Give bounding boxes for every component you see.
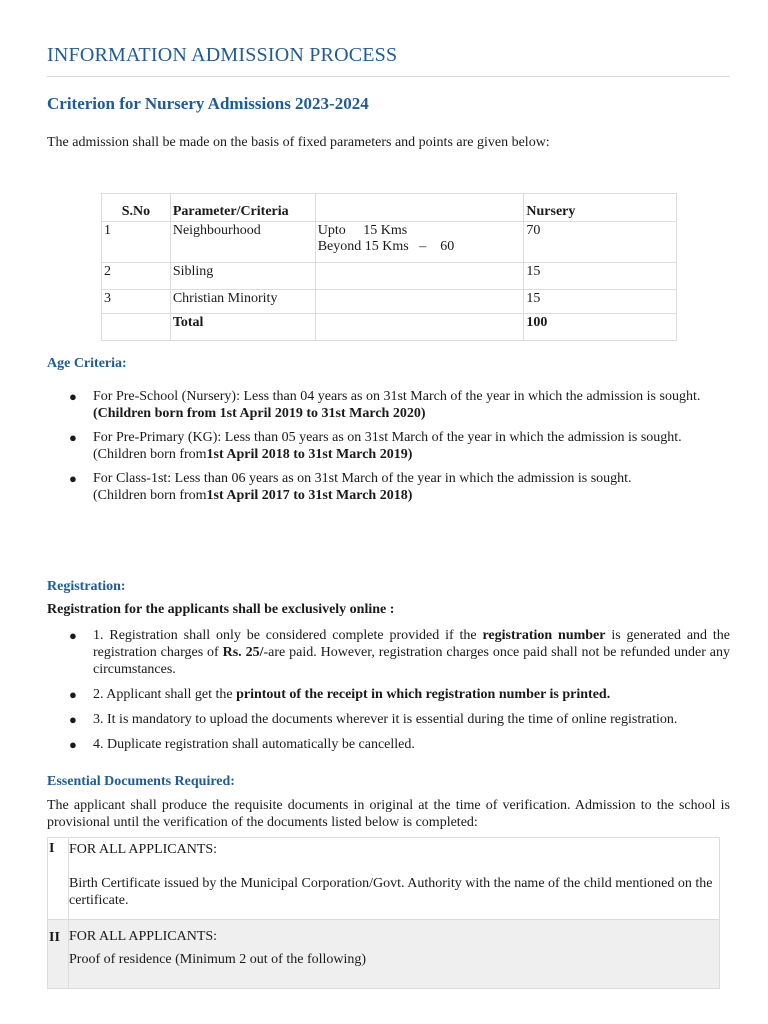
- reg-item-text: is generated and the registration charges of: [93, 628, 730, 660]
- age-criteria-list: [47, 388, 730, 511]
- cell-range: [315, 222, 524, 263]
- documents-heading: Essential Documents Required:: [47, 774, 235, 789]
- table-header-row: [102, 194, 677, 222]
- doc-row-content: [69, 838, 720, 920]
- doc-row-title: FOR ALL APPLICANTS:: [69, 842, 218, 857]
- documents-intro: The applicant shall produce the requisite documents in original at the time of verification. Admission to the school is provisional until the verification of the documents listed below is completed:: [47, 798, 730, 830]
- table-row: [102, 222, 677, 263]
- section-title: Criterion for Nursery Admissions 2023-2024: [47, 94, 369, 113]
- age-item-dates: 1st April 2018 to 31st March 2019): [206, 447, 413, 462]
- bullet-icon: ●: [69, 737, 77, 752]
- list-item: [47, 388, 730, 422]
- doc-row-body: Proof of residence (Minimum 2 out of the following): [69, 952, 367, 967]
- range-line-1: Upto 15 Kms: [317, 223, 408, 238]
- intro-text: The admission shall be made on the basis of fixed parameters and points are given below:: [47, 135, 550, 150]
- cell-sno: 2: [102, 263, 171, 290]
- reg-item-text: -are paid. However, registration charges once paid shall not be refunded under any circumstances.: [93, 645, 731, 677]
- cell-sno: 1: [102, 222, 171, 263]
- header-sno: S.No: [102, 194, 171, 222]
- header-range: [315, 194, 524, 222]
- reg-item-text: 1. Registration shall only be considered complete provided if the: [93, 628, 483, 643]
- age-item-text: For Class-1st: Less than 06 years as on 31st March of the year in which the admission is sought.: [93, 471, 632, 486]
- doc-row-title: FOR ALL APPLICANTS:: [69, 929, 218, 944]
- bullet-icon: ●: [69, 687, 77, 702]
- registration-intro: Registration for the applicants shall be exclusively online :: [47, 602, 395, 617]
- cell-sno: 3: [102, 290, 171, 314]
- reg-item-bold: printout of the receipt in which registration number is printed.: [236, 687, 611, 702]
- reg-item-bold: Rs. 25/: [222, 645, 264, 660]
- criteria-table: [101, 193, 677, 341]
- title-divider: [47, 76, 730, 77]
- age-item-dates: (Children born from 1st April 2019 to 31st March 2020): [93, 406, 426, 421]
- doc-row-number: II: [48, 920, 69, 989]
- registration-list: [47, 627, 730, 761]
- list-item: [47, 686, 730, 703]
- cell-sno: [102, 314, 171, 341]
- header-nursery: Nursery: [524, 194, 677, 222]
- list-item: [47, 470, 730, 504]
- list-item: [47, 736, 730, 753]
- table-row: [102, 290, 677, 314]
- bullet-icon: ●: [69, 430, 77, 445]
- age-item-prefix: (Children born from: [93, 447, 207, 462]
- table-row: [48, 838, 720, 920]
- reg-item-text: 4. Duplicate registration shall automatically be cancelled.: [93, 737, 415, 752]
- cell-range: [315, 290, 524, 314]
- cell-param: Christian Minority: [170, 290, 315, 314]
- reg-item-bold: registration number: [482, 628, 606, 643]
- list-item: [47, 711, 730, 728]
- cell-param: Neighbourhood: [170, 222, 315, 263]
- cell-points: 15: [524, 263, 677, 290]
- range-line-2: Beyond 15 Kms – 60: [317, 239, 455, 254]
- reg-item-text: 3. It is mandatory to upload the documents wherever it is essential during the time of online registration.: [93, 712, 678, 727]
- cell-param: Sibling: [170, 263, 315, 290]
- cell-range: [315, 263, 524, 290]
- cell-points: 15: [524, 290, 677, 314]
- table-row: [48, 920, 720, 989]
- age-item-prefix: (Children born from: [93, 488, 207, 503]
- registration-heading: Registration:: [47, 579, 126, 594]
- doc-row-body: Birth Certificate issued by the Municipal Corporation/Govt. Authority with the name of the child mentioned on the certificate.: [69, 876, 713, 908]
- list-item: [47, 429, 730, 463]
- cell-points: 70: [524, 222, 677, 263]
- bullet-icon: ●: [69, 628, 77, 643]
- table-total-row: [102, 314, 677, 341]
- bullet-icon: ●: [69, 712, 77, 727]
- page-title: INFORMATION ADMISSION PROCESS: [47, 44, 398, 66]
- doc-row-number: I: [48, 838, 69, 920]
- list-item: [47, 627, 730, 678]
- bullet-icon: ●: [69, 389, 77, 404]
- age-criteria-heading: Age Criteria:: [47, 356, 127, 371]
- age-item-text: For Pre-Primary (KG): Less than 05 years as on 31st March of the year in which the admission is sought.: [93, 430, 682, 445]
- doc-row-content: [69, 920, 720, 989]
- cell-total-points: 100: [524, 314, 677, 341]
- reg-item-text: 2. Applicant shall get the: [93, 687, 237, 702]
- table-row: [102, 263, 677, 290]
- documents-table: [47, 837, 720, 989]
- age-item-dates: 1st April 2017 to 31st March 2018): [206, 488, 413, 503]
- bullet-icon: ●: [69, 471, 77, 486]
- cell-range: [315, 314, 524, 341]
- age-item-text: For Pre-School (Nursery): Less than 04 years as on 31st March of the year in which the admission is sought.: [93, 389, 701, 404]
- cell-total-label: Total: [170, 314, 315, 341]
- header-parameter: Parameter/Criteria: [170, 194, 315, 222]
